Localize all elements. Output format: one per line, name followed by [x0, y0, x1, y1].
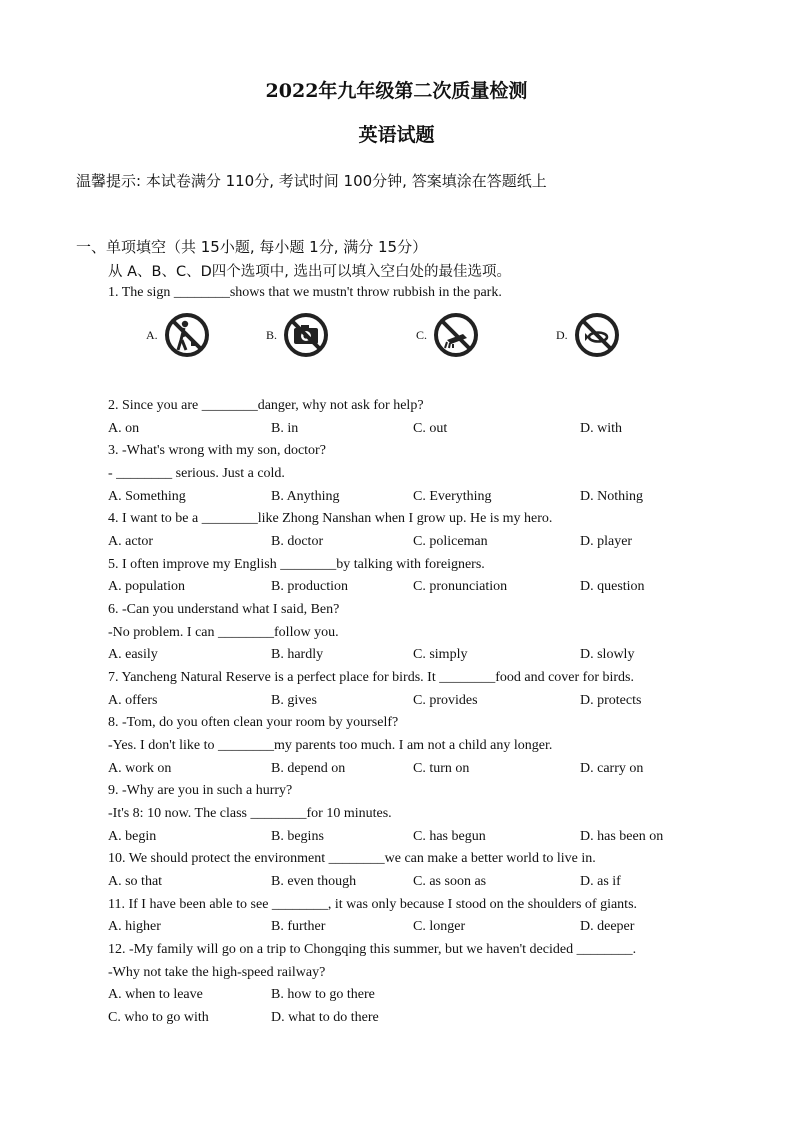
sign-option-label: B. — [266, 327, 278, 342]
exam-subject: 英语试题 — [358, 124, 435, 146]
q12-stem-reply: -Why not take the high-speed railway? — [108, 965, 326, 980]
q6-option-a[interactable]: A. easily — [108, 647, 158, 662]
exam-tip: 温馨提示: 本试卷满分 110分, 考试时间 100分钟, 答案填涂在答题纸上 — [76, 172, 547, 190]
q4-option-d[interactable]: D. player — [580, 534, 633, 549]
q7-stem: 7. Yancheng Natural Reserve is a perfect place for birds. It ________food and cover for birds. — [108, 670, 635, 685]
q9-stem: 9. -Why are you in such a hurry? — [108, 783, 293, 798]
sign-option-d[interactable] — [556, 312, 620, 358]
q10-option-d[interactable]: D. as if — [580, 874, 621, 889]
q9-option-d[interactable]: D. has been on — [580, 829, 664, 844]
q11-option-c[interactable]: C. longer — [413, 919, 466, 934]
q6-stem: 6. -Can you understand what I said, Ben? — [108, 602, 340, 617]
q6-option-d[interactable]: D. slowly — [580, 647, 635, 662]
no-trampling-grass-icon — [433, 312, 479, 358]
q8-stem: 8. -Tom, do you often clean your room by yourself? — [108, 715, 399, 730]
q8-option-b[interactable]: B. depend on — [271, 761, 346, 776]
q11-option-d[interactable]: D. deeper — [580, 919, 635, 934]
q2-option-d[interactable]: D. with — [580, 421, 622, 436]
q3-option-d[interactable]: D. Nothing — [580, 489, 643, 504]
q12-option-c[interactable]: C. who to go with — [108, 1010, 209, 1025]
q3-stem-reply: - ________ serious. Just a cold. — [108, 466, 285, 481]
q3-stem: 3. -What's wrong with my son, doctor? — [108, 443, 326, 458]
q4-stem: 4. I want to be a ________like Zhong Nanshan when I grow up. He is my hero. — [108, 511, 553, 526]
q12-option-b[interactable]: B. how to go there — [271, 987, 375, 1002]
sign-option-b[interactable] — [266, 312, 329, 358]
q6-stem-reply: -No problem. I can ________follow you. — [108, 625, 339, 640]
q8-option-a[interactable]: A. work on — [108, 761, 172, 776]
exam-title: 2022年九年级第二次质量检测 — [265, 80, 528, 102]
q4-option-b[interactable]: B. doctor — [271, 534, 324, 549]
q5-option-a[interactable]: A. population — [108, 579, 185, 594]
q9-option-a[interactable]: A. begin — [108, 829, 157, 844]
q5-option-b[interactable]: B. production — [271, 579, 348, 594]
q9-stem-reply: -It's 8: 10 now. The class ________for 10 minutes. — [108, 806, 392, 821]
q12-stem: 12. -My family will go on a trip to Chongqing this summer, but we haven't decided ________. — [108, 942, 637, 957]
q7-option-d[interactable]: D. protects — [580, 693, 642, 708]
q11-option-a[interactable]: A. higher — [108, 919, 161, 934]
q4-option-a[interactable]: A. actor — [108, 534, 154, 549]
q12-option-d[interactable]: D. what to do there — [271, 1010, 379, 1025]
q7-option-a[interactable]: A. offers — [108, 693, 158, 708]
q2-option-c[interactable]: C. out — [413, 421, 448, 436]
q1-sign-options — [140, 312, 640, 368]
q11-option-b[interactable]: B. further — [271, 919, 326, 934]
no-photography-icon — [283, 312, 329, 358]
q8-stem-reply: -Yes. I don't like to ________my parents too much. I am not a child any longer. — [108, 738, 553, 753]
q10-option-c[interactable]: C. as soon as — [413, 874, 487, 889]
q2-stem: 2. Since you are ________danger, why not ask for help? — [108, 398, 424, 413]
q6-option-c[interactable]: C. simply — [413, 647, 468, 662]
q2-option-a[interactable]: A. on — [108, 421, 140, 436]
q11-stem: 11. If I have been able to see ________, it was only because I stood on the shoulders of giants. — [108, 897, 638, 912]
q9-option-b[interactable]: B. begins — [271, 829, 324, 844]
sign-option-c[interactable] — [416, 312, 479, 358]
q8-option-d[interactable]: D. carry on — [580, 761, 644, 776]
q6-option-b[interactable]: B. hardly — [271, 647, 324, 662]
q3-option-c[interactable]: C. Everything — [413, 489, 492, 504]
sign-option-label: D. — [556, 327, 568, 342]
q3-option-a[interactable]: A. Something — [108, 489, 186, 504]
q10-option-a[interactable]: A. so that — [108, 874, 163, 889]
q5-option-c[interactable]: C. pronunciation — [413, 579, 508, 594]
no-fishing-icon — [574, 312, 620, 358]
section-heading: 一、单项填空（共 15小题, 每小题 1分, 满分 15分） — [76, 238, 428, 256]
sign-option-a[interactable] — [146, 312, 210, 358]
sign-option-label: C. — [416, 327, 428, 342]
q10-option-b[interactable]: B. even though — [271, 874, 357, 889]
q2-option-b[interactable]: B. in — [271, 421, 299, 436]
sign-option-label: A. — [146, 327, 158, 342]
q8-option-c[interactable]: C. turn on — [413, 761, 470, 776]
q4-option-c[interactable]: C. policeman — [413, 534, 488, 549]
q5-option-d[interactable]: D. question — [580, 579, 645, 594]
q9-option-c[interactable]: C. has begun — [413, 829, 486, 844]
no-littering-icon — [164, 312, 210, 358]
q1-stem: 1. The sign ________shows that we mustn't throw rubbish in the park. — [108, 285, 502, 300]
q7-option-b[interactable]: B. gives — [271, 693, 317, 708]
q12-option-a[interactable]: A. when to leave — [108, 987, 203, 1002]
q3-option-b[interactable]: B. Anything — [271, 489, 340, 504]
section-instruction: 从 A、B、C、D四个选项中, 选出可以填入空白处的最佳选项。 — [108, 264, 511, 280]
q10-stem: 10. We should protect the environment ________we can make a better world to live in. — [108, 851, 596, 866]
q7-option-c[interactable]: C. provides — [413, 693, 478, 708]
q5-stem: 5. I often improve my English ________by talking with foreigners. — [108, 557, 485, 572]
